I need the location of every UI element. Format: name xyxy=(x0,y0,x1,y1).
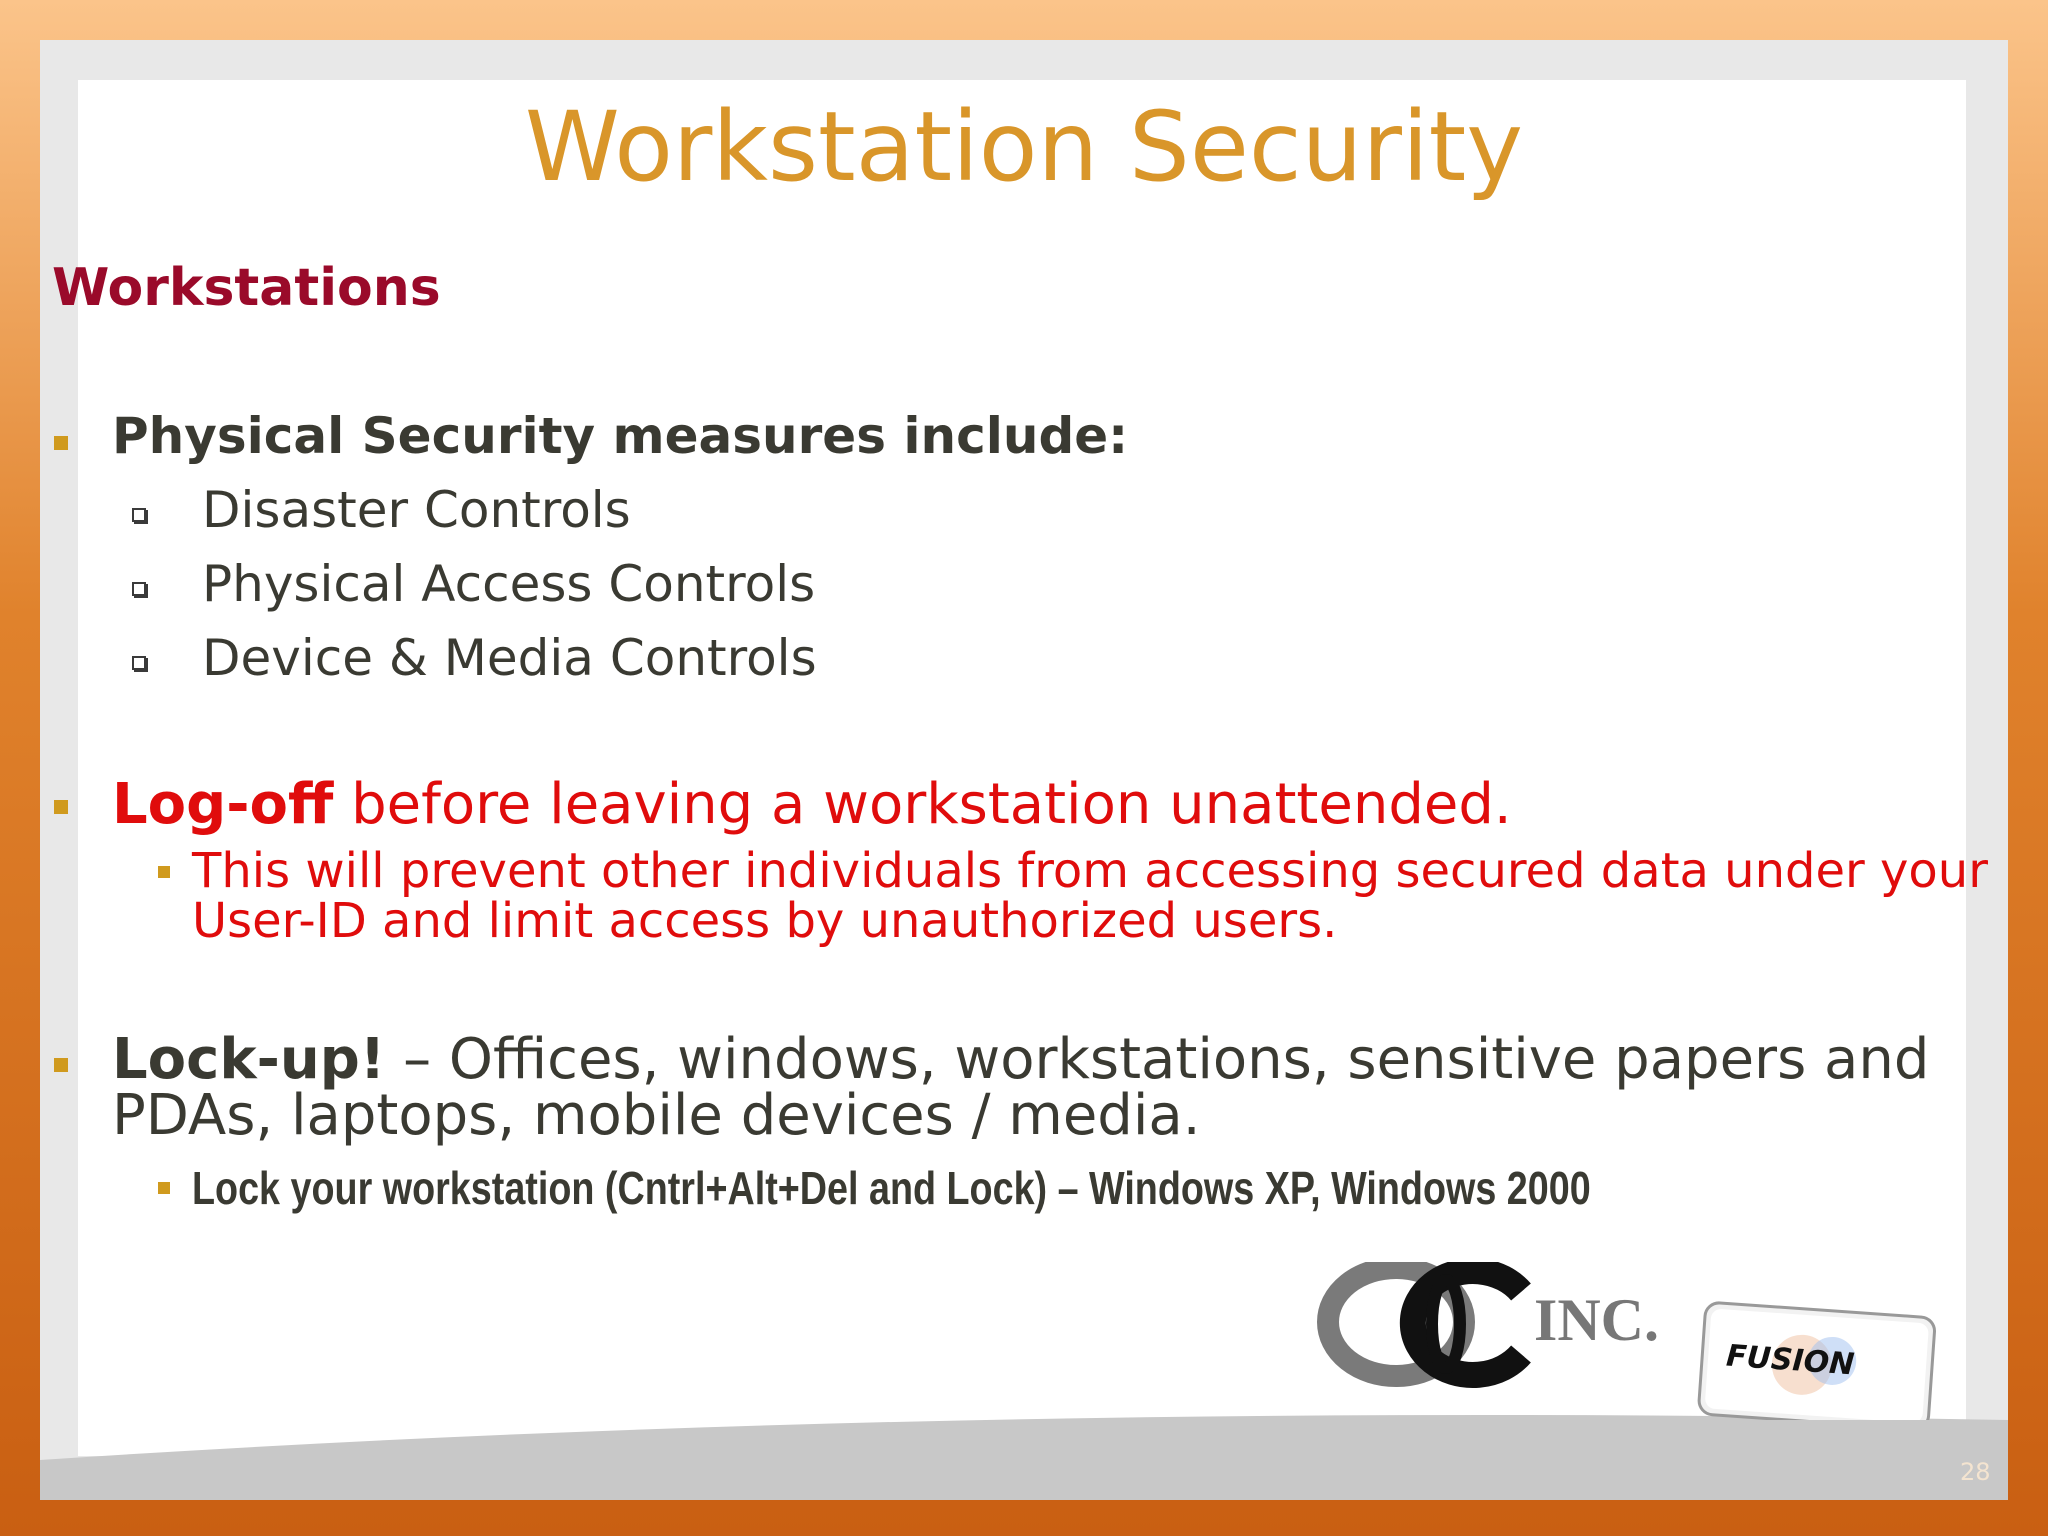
checkbox-bullet-icon xyxy=(132,656,146,670)
bullet-icon xyxy=(54,436,68,450)
section-heading: Workstations xyxy=(52,258,441,318)
physical-heading: Physical Security measures include: xyxy=(112,407,1129,465)
checkbox-bullet-icon xyxy=(132,508,146,522)
lockup-bold: Lock-up! xyxy=(112,1027,386,1092)
logo-inc-text: INC. xyxy=(1534,1287,1660,1353)
lockup-detail: Lock your workstation (Cntrl+Alt+Del and Lock) – Windows XP, Windows 2000 xyxy=(192,1162,1591,1214)
slide-title: Workstation Security xyxy=(524,91,1524,203)
company-logo xyxy=(1316,1262,1940,1420)
lockup-rest: – Offices, windows, workstations, sensitive papers and PDAs, laptops, mobile devices / media. xyxy=(112,1027,1930,1148)
logo-fusion-text: FUSION xyxy=(1725,1338,1856,1383)
sub-bullet-icon xyxy=(158,1182,170,1194)
logoff-rest: before leaving a workstation unattended. xyxy=(333,772,1512,837)
lockup-line xyxy=(112,1027,1992,1148)
logoff-detail: This will prevent other individuals from accessing secured data under your User-ID and limit access by unauthorized users. xyxy=(192,843,1988,949)
page-number: 28 xyxy=(1960,1458,1991,1486)
checkbox-bullet-icon xyxy=(132,582,146,596)
logoff-bold: Log-off xyxy=(112,772,334,837)
bullet-icon xyxy=(54,1058,68,1072)
sub-bullet-icon xyxy=(158,866,170,878)
bullet-icon xyxy=(54,800,68,814)
logoff-line xyxy=(112,772,1512,838)
list-item: Disaster Controls xyxy=(202,481,631,539)
list-item: Device & Media Controls xyxy=(202,629,817,687)
list-item: Physical Access Controls xyxy=(202,555,816,613)
